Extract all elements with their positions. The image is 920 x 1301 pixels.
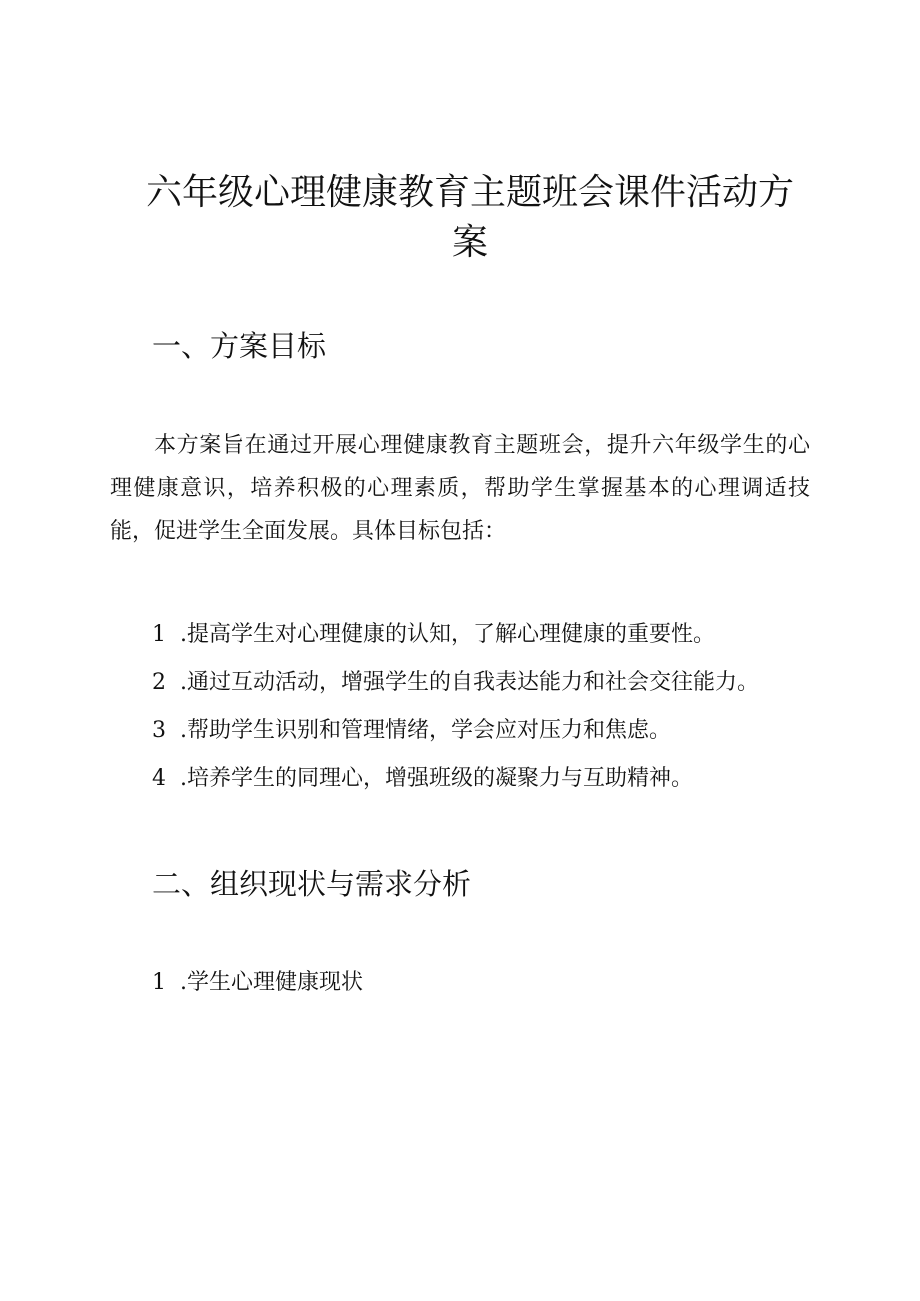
list-item-number: 2 [152,670,166,695]
list-item-text: .提高学生对心理健康的认知，了解心理健康的重要性。 [180,622,715,647]
goals-paragraph: 本方案旨在通过开展心理健康教育主题班会，提升六年级学生的心理健康意识，培养积极的心理素质，帮助学生掌握基本的心理调适技能，促进学生全面发展。具体目标包括： [110,433,810,544]
list-item-number: 1 [152,622,166,647]
list-item-text: .帮助学生识别和管理情绪，学会应对压力和焦虑。 [180,718,671,743]
subitem-text: .学生心理健康现状 [180,970,363,995]
document-title: 六年级心理健康教育主题班会课件活动方案 [145,172,794,263]
section-heading-goals: 一、方案目标 [152,329,327,363]
subitem-number: 1 [152,970,166,995]
list-item-number: 3 [152,718,166,743]
list-item [152,666,759,714]
list-item [152,762,759,810]
list-item-text: .培养学生的同理心，增强班级的凝聚力与互助精神。 [180,766,693,791]
list-item [152,618,759,666]
list-item-number: 4 [152,766,166,791]
analysis-subitem [152,966,363,1000]
list-item-text: .通过互动活动，增强学生的自我表达能力和社会交往能力。 [180,670,759,695]
goals-list [152,618,759,810]
section-heading-analysis: 二、组织现状与需求分析 [152,867,472,901]
list-item [152,714,759,762]
